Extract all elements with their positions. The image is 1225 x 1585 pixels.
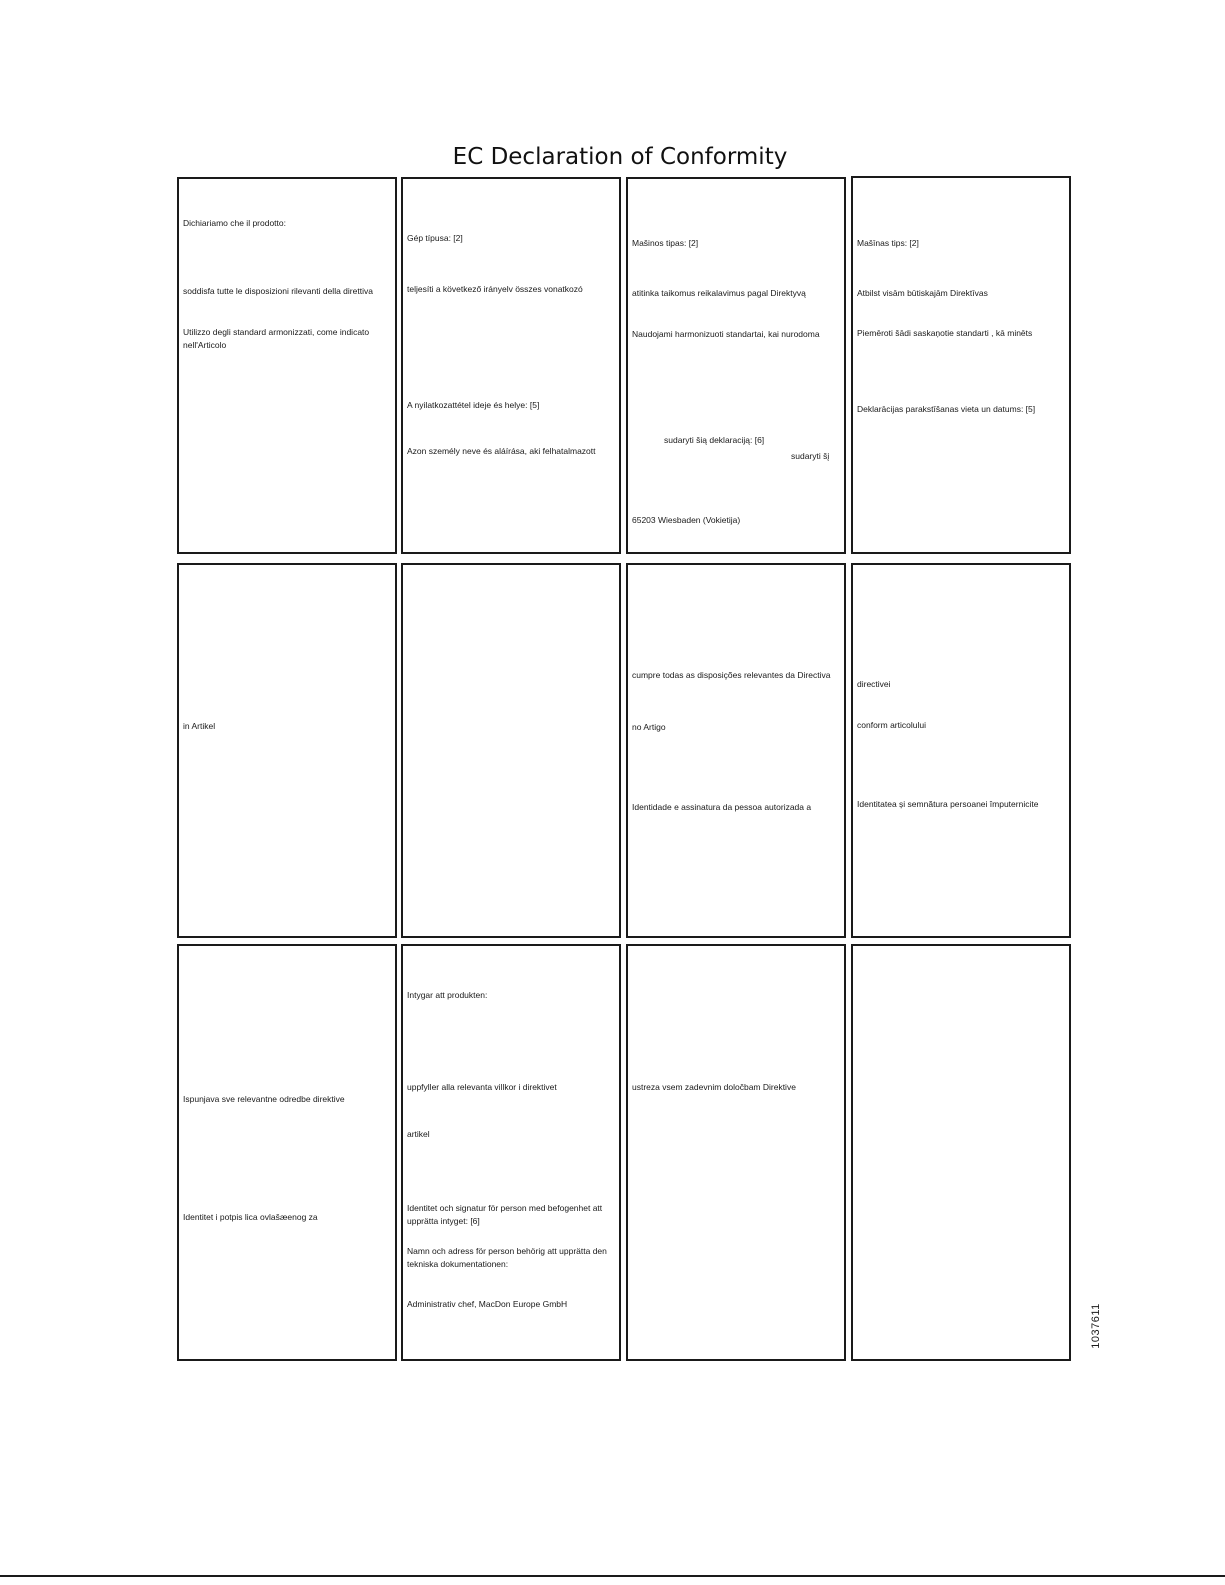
cell-text: Piemēroti šādi saskaņotie standarti , kā minēts [857, 328, 1033, 338]
cell-text: Identitet och signatur för person med befogenhet att upprätta intyget: [6] [407, 1203, 603, 1226]
cell-text: Azon személy neve és aláírása, aki felhatalmazott [407, 446, 596, 456]
cell-text: Namn och adress för person behörig att upprätta den tekniska dokumentationen: [407, 1246, 607, 1269]
cell-text: sudaryti šią deklaraciją: [6] [664, 435, 765, 445]
cell-text: ustreza vsem zadevnim določbam Direktive [632, 1082, 796, 1092]
page-bottom-rule [0, 1575, 1225, 1577]
document-title: EC Declaration of Conformity [452, 144, 788, 170]
cell-text: Atbilst visām būtiskajām Direktīvas [857, 288, 988, 298]
document-number: 1037611 [1089, 1303, 1102, 1349]
cell-text: Intygar att produkten: [407, 990, 488, 1000]
cell-r1-c3 [626, 177, 846, 554]
cell-r1-c1 [177, 177, 397, 554]
cell-text: Mašinos tipas: [2] [632, 238, 699, 248]
cell-r3-c2 [401, 944, 621, 1361]
cell-r3-c1 [177, 944, 397, 1361]
cell-text: A nyilatkozattétel ideje és helye: [5] [407, 400, 540, 410]
cell-text: atitinka taikomus reikalavimus pagal Direktyvą [632, 288, 806, 298]
cell-text: no Artigo [632, 722, 666, 732]
cell-text: Administrativ chef, MacDon Europe GmbH [407, 1299, 568, 1309]
cell-text: soddisfa tutte le disposizioni rilevanti della direttiva [183, 286, 373, 296]
cell-text: Dichiariamo che il prodotto: [183, 218, 286, 228]
cell-text: 65203 Wiesbaden (Vokietija) [632, 515, 741, 525]
cell-r2-c4 [851, 563, 1071, 938]
cell-text: teljesíti a következő irányelv összes vonatkozó [407, 284, 583, 294]
cell-text: Gép típusa: [2] [407, 233, 463, 243]
cell-text: in Artikel [183, 721, 216, 731]
cell-r2-c3 [626, 563, 846, 938]
cell-text: Identitet i potpis lica ovlašæenog za [183, 1212, 318, 1222]
cell-text: artikel [407, 1129, 430, 1139]
cell-text: Identidade e assinatura da pessoa autorizada a [632, 802, 812, 812]
cell-text: Naudojami harmonizuoti standartai, kai nurodoma [632, 329, 820, 339]
cell-text: Deklarācijas parakstīšanas vieta un datums: [5] [857, 404, 1036, 414]
cell-text: directivei [857, 679, 891, 689]
cell-r2-c1 [177, 563, 397, 938]
cell-text: sudaryti šį [791, 451, 830, 461]
cell-text: uppfyller alla relevanta villkor i direktivet [407, 1082, 557, 1092]
cell-r2-c2 [401, 563, 621, 938]
cell-text: conform articolului [857, 720, 926, 730]
cell-text: cumpre todas as disposições relevantes da Directiva [632, 670, 831, 680]
cell-text: Mašīnas tips: [2] [857, 238, 919, 248]
cell-r3-c3 [626, 944, 846, 1361]
cell-text: Utilizzo degli standard armonizzati, come indicato nell'Articolo [183, 327, 370, 350]
cell-r3-c4 [851, 944, 1071, 1361]
cell-r1-c2 [401, 177, 621, 554]
cell-text: Identitatea și semnătura persoanei împuternicite [857, 799, 1039, 809]
cell-text: Ispunjava sve relevantne odredbe direktive [183, 1094, 345, 1104]
cell-r1-c4 [851, 176, 1071, 554]
